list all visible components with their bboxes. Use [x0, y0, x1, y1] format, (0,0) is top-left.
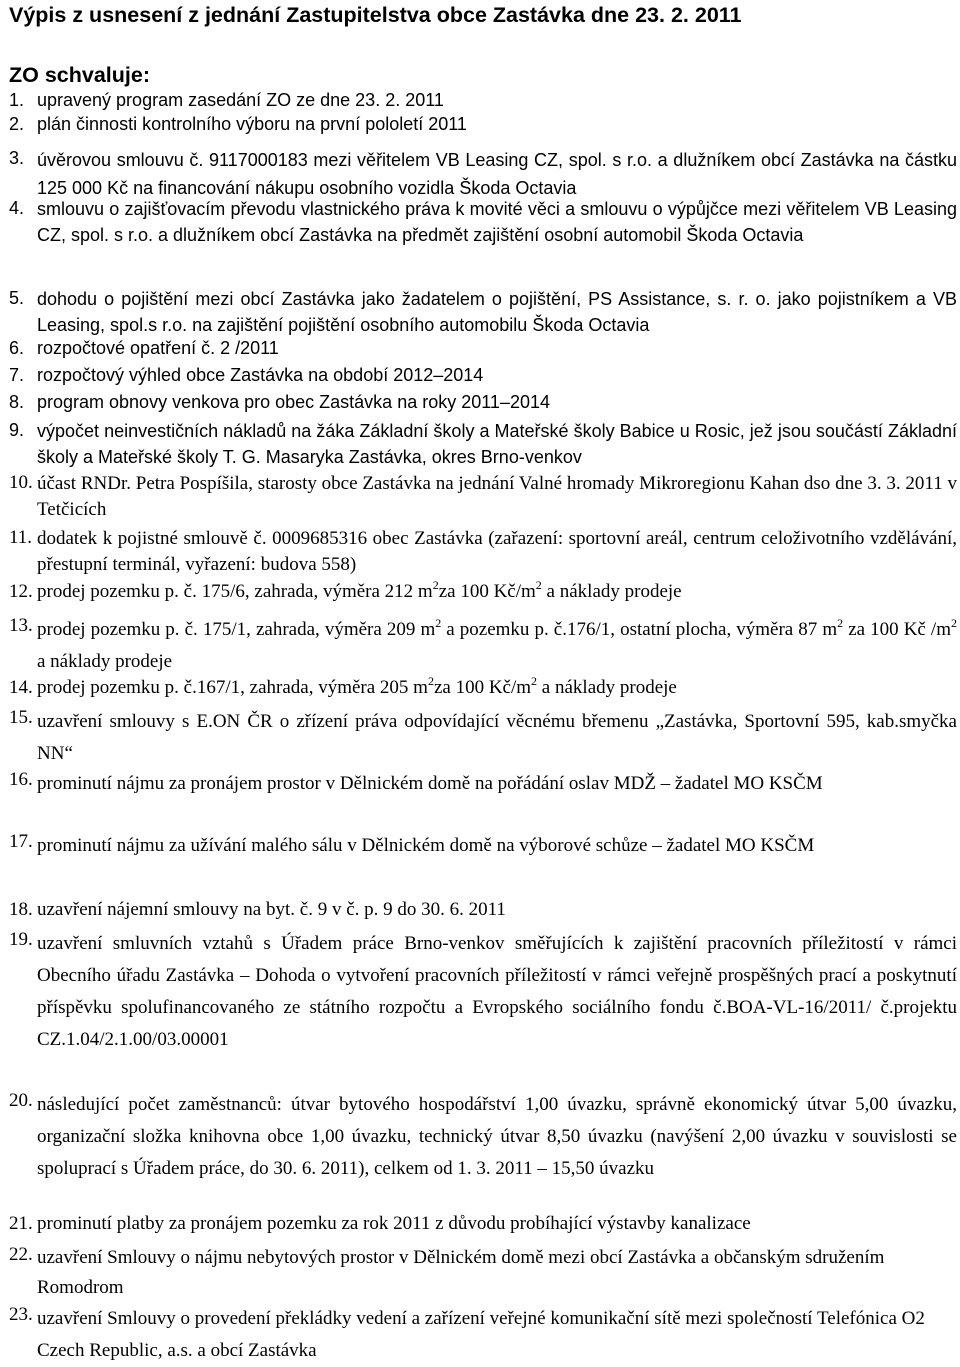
item-number: 23.	[9, 1304, 33, 1325]
item-text: dohodu o pojištění mezi obcí Zastávka jako žadatelem o pojištění, PS Assistance, s. r. o. jako pojistníkem a VB Leasing, spol.s r.o. na zajištění pojištění osobního automobilu Škoda Octavia	[37, 289, 957, 335]
item-text: rozpočtový výhled obce Zastávka na období 2012–2014	[37, 365, 484, 385]
item-number: 20.	[9, 1090, 33, 1111]
item-text: dodatek k pojistné smlouvě č. 0009685316 obec Zastávka (zařazení: sportovní areál, centrum celoživotního vzdělávání, přestupní terminál, vyřazení: budova 558)	[37, 528, 957, 575]
item-number: 18.	[9, 899, 33, 920]
item-text-part: a pozemku p. č.176/1, ostatní plocha, výměra 87 m	[441, 619, 838, 640]
item-number: 8.	[9, 392, 25, 412]
item-number: 17.	[9, 831, 33, 852]
item-number: 15.	[9, 707, 33, 728]
item-text-part: prodej pozemku p. č. 175/1, zahrada, výměra 209 m	[37, 619, 436, 640]
item-number: 13.	[9, 615, 33, 636]
item-number: 1.	[9, 90, 25, 110]
item-number: 3.	[9, 148, 25, 168]
item-text: uzavření smluvních vztahů s Úřadem práce Brno-venkov směřujících k zajištění pracovních příležitostí v rámci Obecního úřadu Zastávka – Dohoda o vytvoření pracovních příležitostí v rámci veřejně prospěšných prací a poskytnutí příspěvku spolufinancovaného ze státního rozpočtu a Evropského sociálního fondu č.BOA-VL-16/2011/ č.projektu CZ.1.04/2.1.00/03.00001	[37, 933, 957, 1050]
item-text: účast RNDr. Petra Pospíšila, starosty obce Zastávka na jednání Valné hromady Mikroregionu Kahan dso dne 3. 3. 2011 v Tetčicích	[37, 473, 957, 520]
item-number: 6.	[9, 338, 25, 358]
item-number: 9.	[9, 420, 25, 440]
superscript: 2	[432, 578, 439, 592]
item-text: upravený program zasedání ZO ze dne 23. 2. 2011	[37, 90, 444, 110]
item-number: 12.	[9, 581, 33, 602]
item-text-part: za 100 Kč /m	[843, 619, 951, 640]
item-text: smlouvu o zajišťovacím převodu vlastnického práva k movité věci a smlouvu o výpůjčce mezi věřitelem VB Leasing CZ, spol. s r.o. a dlužníkem obcí Zastávka na předmět zajištění osobní automobil Škoda Octavia	[37, 199, 957, 245]
superscript: 2	[427, 674, 434, 688]
superscript: 2	[531, 674, 538, 688]
item-text: plán činnosti kontrolního výboru na první pololetí 2011	[37, 114, 467, 134]
item-text-part: prodej pozemku p. č. 175/6, zahrada, výměra 212 m	[37, 581, 433, 602]
item-text: uzavření Smlouvy o nájmu nebytových prostor v Dělnickém domě mezi obcí Zastávka a občanským sdružením Romodrom	[37, 1247, 885, 1298]
item-text: rozpočtové opatření č. 2 /2011	[37, 338, 279, 358]
item-text-part: za 100 Kč/m	[438, 581, 536, 602]
item-number: 10.	[9, 472, 33, 493]
item-text	[37, 614, 957, 678]
document-title: Výpis z usnesení z jednání Zastupitelstva obce Zastávka dne 23. 2. 2011	[9, 3, 742, 27]
item-text-part: a náklady prodeje	[37, 651, 173, 672]
item-text-part: a náklady prodeje	[537, 677, 677, 698]
item-number: 21.	[9, 1213, 33, 1234]
item-number: 4.	[9, 198, 25, 218]
item-number: 16.	[9, 769, 33, 790]
item-text: uzavření smlouvy s E.ON ČR o zřízení práva odpovídající věcnému břemenu „Zastávka, Sportovní 595, kab.smyčka NN“	[37, 711, 957, 764]
item-text: výpočet neinvestičních nákladů na žáka Základní školy a Mateřské školy Babice u Rosic, jež jsou součástí Základní školy a Mateřské školy T. G. Masaryka Zastávka, okres Brno-venkov	[37, 421, 957, 467]
item-text: uzavření Smlouvy o provedení překládky vedení a zařízení veřejné komunikační sítě mezi společností Telefónica O2 Czech Republic, a.s. a obcí Zastávka	[37, 1308, 925, 1361]
item-text: program obnovy venkova pro obec Zastávka na roky 2011–2014	[37, 392, 550, 412]
superscript: 2	[435, 616, 442, 630]
item-number: 5.	[9, 288, 25, 308]
item-number: 7.	[9, 365, 25, 385]
item-text: uzavření nájemní smlouvy na byt. č. 9 v č. p. 9 do 30. 6. 2011	[37, 899, 506, 920]
item-text: prominutí nájmu za užívání malého sálu v Dělnickém domě na výborové schůze – žadatel MO KSČM	[37, 835, 815, 856]
item-text: úvěrovou smlouvu č. 9117000183 mezi věřitelem VB Leasing CZ, spol. s r.o. a dlužníkem obcí Zastávka na částku 125 000 Kč na financování nákupu osobního vozidla Škoda Octavia	[37, 150, 957, 198]
superscript: 2	[837, 616, 844, 630]
item-text-part: za 100 Kč/m	[433, 677, 532, 698]
item-text: následující počet zaměstnanců: útvar bytového hospodářství 1,00 úvazku, správně ekonomický útvar 5,00 úvazku, organizační složka knihovna obce 1,00 úvazku, technický útvar 8,50 úvazku (navýšení 2,00 úvazku v souvislosti se spoluprací s Úřadem práce, do 30. 6. 2011), celkem od 1. 3. 2011 – 15,50 úvazku	[37, 1094, 957, 1179]
item-text-part: prodej pozemku p. č.167/1, zahrada, výměra 205 m	[37, 677, 428, 698]
superscript: 2	[951, 616, 957, 630]
item-text-part: a náklady prodeje	[541, 581, 682, 602]
item-number: 11.	[9, 527, 33, 548]
item-text: prominutí nájmu za pronájem prostor v Dělnickém domě na pořádání oslav MDŽ – žadatel MO KSČM	[37, 773, 823, 794]
item-number: 19.	[9, 929, 33, 950]
item-number: 14.	[9, 677, 33, 698]
item-text: prominutí platby za pronájem pozemku za rok 2011 z důvodu probíhající výstavby kanalizace	[37, 1213, 751, 1234]
item-text	[37, 580, 957, 604]
section-heading: ZO schvaluje:	[9, 63, 150, 87]
item-text	[37, 676, 957, 700]
item-number: 22.	[9, 1244, 33, 1265]
item-number: 2.	[9, 114, 25, 134]
superscript: 2	[535, 578, 542, 592]
